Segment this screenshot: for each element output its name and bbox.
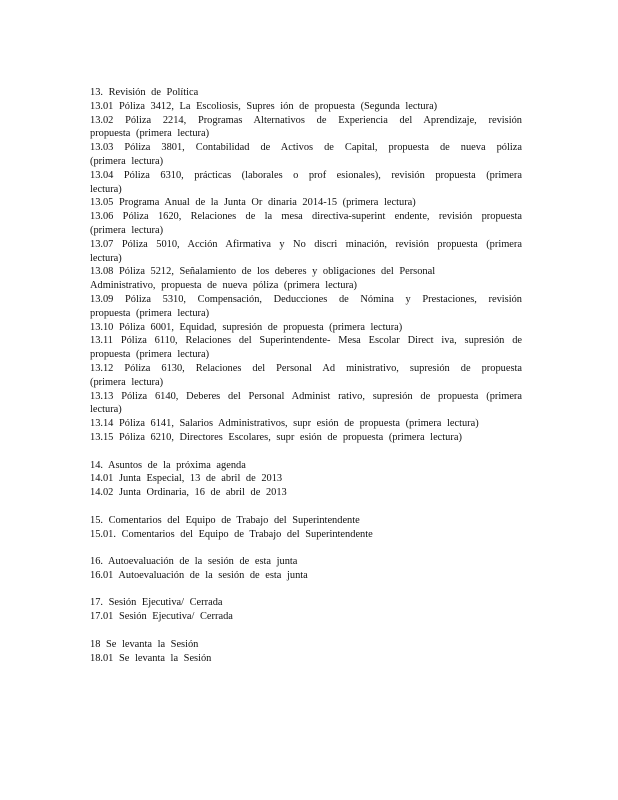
agenda-item-line: 13.04 Póliza 6310, prácticas (laborales o prof esionales), revisión propuesta (primera [90, 169, 522, 181]
agenda-item-line: 13.06 Póliza 1620, Relaciones de la mesa directiva-superint endente, revisión propuesta [90, 211, 522, 223]
agenda-item-line: 13.02 Póliza 2214, Programas Alternativos de Experiencia del Aprendizaje, revisión [90, 114, 522, 126]
agenda-item-line: 13.10 Póliza 6001, Equidad, supresión de propuesta (primera lectura) [90, 321, 403, 333]
agenda-item-line: Administrativo, propuesta de nueva póliza (primera lectura) [90, 280, 357, 292]
agenda-item-line: 13.07 Póliza 5010, Acción Afirmativa y No discri minación, revisión propuesta (primera [90, 238, 522, 250]
section-heading: 17. Sesión Ejecutiva/ Cerrada [90, 597, 223, 609]
agenda-item-line: 13.08 Póliza 5212, Señalamiento de los deberes y obligaciones del Personal [90, 266, 436, 278]
section-spacer [90, 500, 522, 514]
agenda-item-line: lectura) [90, 252, 122, 264]
agenda-item-line: 13.15 Póliza 6210, Directores Escolares, supr esión de propuesta (primera lectura) [90, 431, 462, 443]
section-heading: 15. Comentarios del Equipo de Trabajo del Superintendente [90, 514, 360, 526]
section-heading: 13. Revisión de Política [90, 87, 199, 98]
agenda-item-line: 14.02 Junta Ordinaria, 16 de abril de 2013 [90, 487, 287, 499]
section-spacer [90, 624, 522, 638]
agenda-item-line: propuesta (primera lectura) [90, 349, 210, 361]
agenda-item-line: propuesta (primera lectura) [90, 307, 210, 319]
agenda-item-line: 18.01 Se levanta la Sesión [90, 652, 212, 664]
agenda-item-line: 13.11 Póliza 6110, Relaciones del Superintendente- Mesa Escolar Direct iva, supresión de [90, 335, 522, 347]
agenda-item-line: 13.13 Póliza 6140, Deberes del Personal Administ rativo, supresión de propuesta (primera [90, 390, 522, 402]
section-heading: 18 Se levanta la Sesión [90, 638, 199, 650]
agenda-item-line: 13.03 Póliza 3801, Contabilidad de Activos de Capital, propuesta de nueva póliza [90, 142, 522, 154]
agenda-item-line: propuesta (primera lectura) [90, 128, 210, 140]
section-spacer [90, 541, 522, 555]
agenda-item-line: 13.01 Póliza 3412, La Escoliosis, Supres ión de propuesta (Segunda lectura) [90, 100, 438, 112]
agenda-item-line: 13.05 Programa Anual de la Junta Or dinaria 2014-15 (primera lectura) [90, 197, 416, 209]
agenda-item-line: (primera lectura) [90, 224, 164, 236]
section-heading: 14. Asuntos de la próxima agenda [90, 459, 246, 471]
agenda-item-line: lectura) [90, 404, 122, 416]
section-spacer [90, 583, 522, 597]
section-spacer [90, 445, 522, 459]
agenda-item-line: 15.01. Comentarios del Equipo de Trabajo del Superintendente [90, 528, 373, 540]
agenda-item-line: (primera lectura) [90, 155, 164, 167]
section-heading: 16. Autoevaluación de la sesión de esta junta [90, 556, 298, 568]
document-body [90, 86, 522, 665]
agenda-item-line: 17.01 Sesión Ejecutiva/ Cerrada [90, 611, 233, 623]
agenda-item-line: 13.09 Póliza 5310, Compensación, Deducciones de Nómina y Prestaciones, revisión [90, 293, 522, 305]
agenda-item-line: 13.14 Póliza 6141, Salarios Administrativos, supr esión de propuesta (primera lectura) [90, 418, 479, 430]
agenda-item-line: 13.12 Póliza 6130, Relaciones del Personal Ad ministrativo, supresión de propuesta [90, 362, 522, 374]
agenda-item-line: (primera lectura) [90, 376, 164, 388]
agenda-item-line: 14.01 Junta Especial, 13 de abril de 2013 [90, 473, 283, 485]
agenda-item-line: lectura) [90, 183, 122, 195]
agenda-item-line: 16.01 Autoevaluación de la sesión de esta junta [90, 569, 308, 581]
